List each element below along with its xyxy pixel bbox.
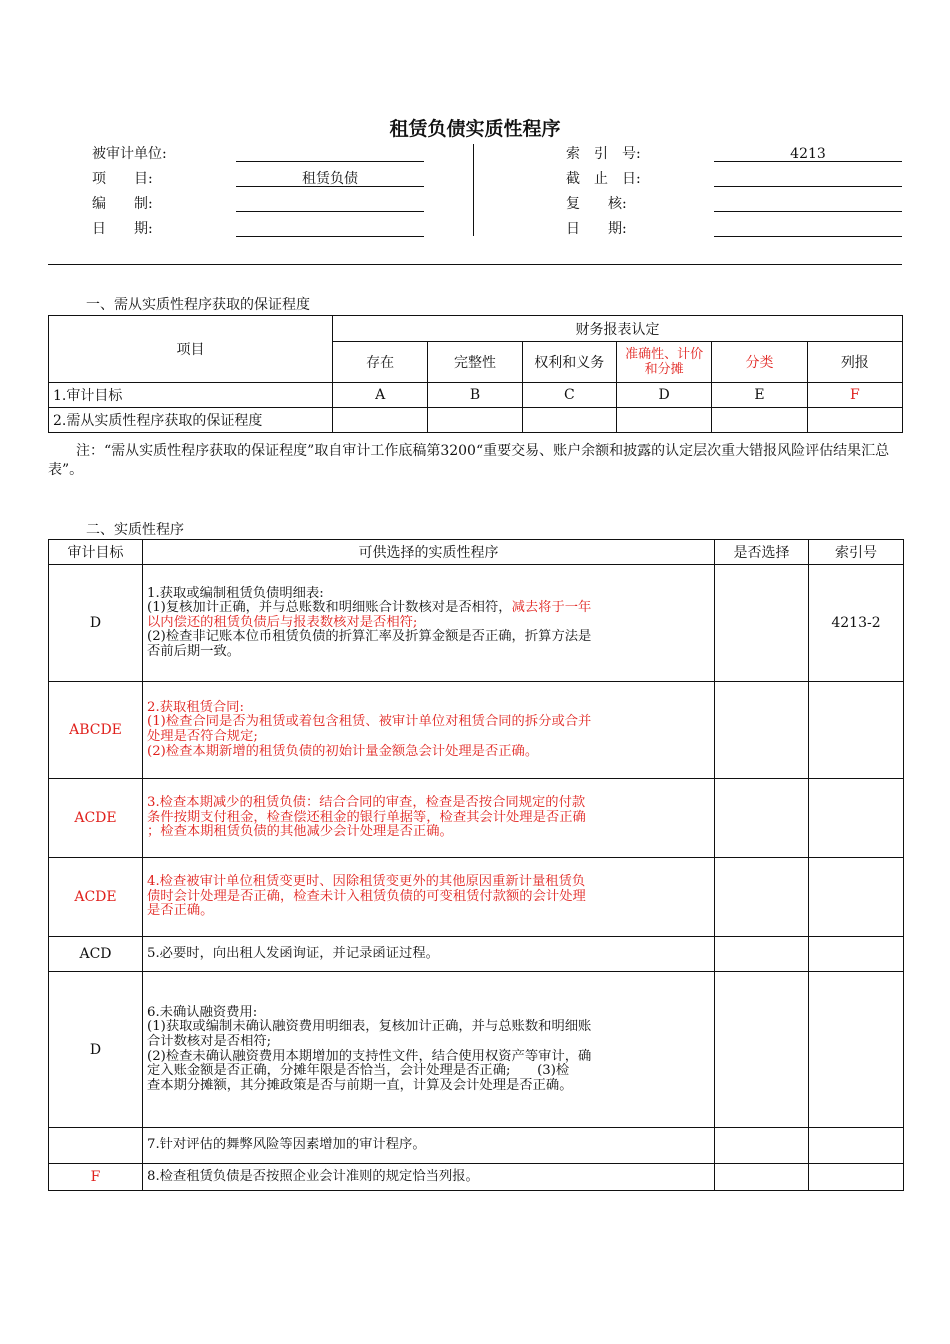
- reviewer-label: 复 核:: [566, 196, 627, 212]
- procedure-line: [147, 825, 710, 840]
- procedure-line: [147, 587, 710, 602]
- index-cell[interactable]: [809, 937, 904, 972]
- procedure-text: 7.针对评估的舞弊风险等因素增加的审计程序。: [147, 1137, 426, 1153]
- page-title: 租赁负债实质性程序: [389, 118, 561, 140]
- objective-cell: [49, 1128, 143, 1164]
- procedure-text: 是否正确。: [147, 903, 214, 919]
- procedure-cell: [143, 858, 715, 937]
- assertions-group-header: 财务报表认定: [332, 316, 902, 342]
- cutoff-field[interactable]: [714, 172, 902, 187]
- index-cell[interactable]: [809, 858, 904, 937]
- procedure-line: [147, 601, 710, 616]
- preparer-label: 编 制:: [92, 196, 153, 212]
- procedures-table: [48, 539, 904, 1191]
- procedure-cell: [143, 1128, 715, 1164]
- procedure-text: (2)检查非记账本位币租赁负债的折算汇率及折算金额是否正确，折算方法是: [147, 629, 592, 645]
- select-cell[interactable]: [715, 937, 809, 972]
- procedure-text: ；检查本期租赁负债的其他减少会计处理是否正确。: [147, 824, 453, 840]
- assurance-table: [48, 315, 903, 433]
- procedure-line: [147, 715, 710, 730]
- table-row: [49, 1164, 904, 1191]
- procedure-text: 条件按期支付租金，检查偿还租金的银行单据等，检查其会计处理是否正确: [147, 809, 586, 825]
- procedure-line: [147, 645, 710, 660]
- procedure-text: 定入账金额是否正确，分摊年限是否恰当，会计处理是否正确; (3)检: [147, 1063, 570, 1079]
- table-row: [49, 565, 904, 682]
- procedure-text: 查本期分摊额，其分摊政策是否与前期一直，计算及会计处理是否正确。: [147, 1077, 573, 1093]
- procedure-text: 处理是否符合规定;: [147, 729, 258, 744]
- row-label: 2.需从实质性程序获取的保证程度: [49, 408, 333, 433]
- table-row: [49, 408, 903, 433]
- objective-cell: ABCDE: [49, 682, 143, 779]
- procedure-text: (1)获取或编制未确认融资费用明细表，复核加计正确，并与总账数和明细账: [147, 1019, 592, 1035]
- item-field[interactable]: 租赁负债: [236, 172, 424, 187]
- procedure-line: [147, 1020, 710, 1035]
- objective-cell: C: [522, 383, 616, 408]
- index-cell[interactable]: [809, 972, 904, 1128]
- index-cell[interactable]: [809, 779, 904, 858]
- procedure-cell: [143, 779, 715, 858]
- assurance-cell[interactable]: [522, 408, 616, 433]
- select-cell[interactable]: [715, 682, 809, 779]
- procedure-line: [147, 730, 710, 745]
- procedure-line: [147, 890, 710, 905]
- assertion-header: 分类: [712, 342, 807, 383]
- table-row: [49, 779, 904, 858]
- procedure-line: [147, 1064, 710, 1079]
- table-row: [49, 1128, 904, 1164]
- procedure-header: 可供选择的实质性程序: [143, 540, 715, 565]
- procedure-text: (2)检查未确认融资费用本期增加的支持性文件，结合使用权资产等审计，确: [147, 1048, 592, 1064]
- objective-cell: ACDE: [49, 858, 143, 937]
- assurance-cell[interactable]: [807, 408, 902, 433]
- objective-cell: D: [616, 383, 711, 408]
- objective-cell: E: [712, 383, 807, 408]
- assurance-cell[interactable]: [428, 408, 522, 433]
- index-label: 索 引 号:: [566, 146, 641, 162]
- procedure-line: [147, 1138, 710, 1153]
- procedure-line: [147, 875, 710, 890]
- index-cell[interactable]: [809, 682, 904, 779]
- objective-cell: ACDE: [49, 779, 143, 858]
- procedure-text: 债时会计处理是否正确，检查未计入租赁负债的可变租赁付款额的会计处理: [147, 888, 586, 904]
- procedure-line: [147, 1079, 710, 1094]
- assurance-cell[interactable]: [712, 408, 807, 433]
- index-header: 索引号: [809, 540, 904, 565]
- auditee-field[interactable]: [236, 147, 424, 162]
- assertion-header: 完整性: [428, 342, 522, 383]
- procedure-line: [147, 796, 710, 811]
- table-row: [49, 858, 904, 937]
- procedure-line: [147, 1035, 710, 1050]
- objective-cell: B: [428, 383, 522, 408]
- assertion-header: 存在: [332, 342, 427, 383]
- select-cell[interactable]: [715, 972, 809, 1128]
- cutoff-label: 截 止 日:: [566, 171, 641, 187]
- table-row: [49, 972, 904, 1128]
- prep-date-label: 日 期:: [92, 221, 153, 237]
- procedure-text: 6.未确认融资费用:: [147, 1004, 258, 1020]
- review-date-label: 日 期:: [566, 221, 627, 237]
- objective-cell: F: [807, 383, 902, 408]
- select-cell[interactable]: [715, 779, 809, 858]
- select-header: 是否选择: [715, 540, 809, 565]
- procedure-text: (2)检查本期新增的租赁负债的初始计量金额急会计处理是否正确。: [147, 743, 539, 759]
- assertion-header: 权利和义务: [522, 342, 616, 383]
- objective-cell: A: [332, 383, 427, 408]
- procedure-text: 2.获取租赁合同:: [147, 699, 244, 715]
- header-divider: [473, 144, 474, 236]
- objective-cell: D: [49, 972, 143, 1128]
- assertion-header: 准确性、计价和分摊: [616, 342, 711, 383]
- procedure-text: 4.检查被审计单位租赁变更时、因除租赁变更外的其他原因重新计量租赁负: [147, 874, 586, 890]
- procedure-line: [147, 630, 710, 645]
- procedure-line: [147, 904, 710, 919]
- procedure-cell: [143, 682, 715, 779]
- procedure-text: 否前后期一致。: [147, 643, 241, 659]
- procedure-text: 3.检查本期减少的租赁负债：结合合同的审查，检查是否按合同规定的付款: [147, 795, 586, 811]
- reviewer-field[interactable]: [714, 197, 902, 212]
- prep-date-field[interactable]: [236, 222, 424, 237]
- procedure-cell: [143, 565, 715, 682]
- note-text: 注：“需从实质性程序获取的保证程度”取自审计工作底稿第3200“重要交易、账户余额和披露的认定层次重大错报风险评估结果汇总表”。: [48, 443, 890, 478]
- select-cell[interactable]: [715, 565, 809, 682]
- procedure-line: [147, 1170, 710, 1185]
- index-field[interactable]: 4213: [714, 147, 902, 162]
- objective-cell: F: [49, 1164, 143, 1191]
- objective-header: 审计目标: [49, 540, 143, 565]
- procedure-cell: [143, 972, 715, 1128]
- section2-heading: 二、实质性程序: [86, 522, 184, 538]
- select-cell[interactable]: [715, 1164, 809, 1191]
- assurance-cell[interactable]: [616, 408, 711, 433]
- assurance-cell[interactable]: [332, 408, 427, 433]
- procedure-text-highlight: 减去将于一年: [511, 600, 592, 616]
- procedure-line: [147, 1050, 710, 1065]
- procedure-cell: [143, 937, 715, 972]
- table-row: [49, 682, 904, 779]
- select-cell[interactable]: [715, 1128, 809, 1164]
- table-row: [49, 383, 903, 408]
- procedure-text: (1)复核加计正确，并与总账数和明细账合计数核对是否相符，: [147, 600, 512, 616]
- procedure-line: [147, 745, 710, 760]
- section1-heading: 一、需从实质性程序获取的保证程度: [86, 297, 310, 313]
- header-rule: [48, 264, 902, 265]
- review-date-field[interactable]: [714, 222, 902, 237]
- procedure-text: 8.检查租赁负债是否按照企业会计准则的规定恰当列报。: [147, 1168, 479, 1184]
- procedure-cell: [143, 1164, 715, 1191]
- procedure-text: 5.必要时，向出租人发函询证，并记录函证过程。: [147, 945, 439, 961]
- procedure-text: 以内偿还的租赁负债后与报表数核对是否相符;: [147, 614, 418, 630]
- objective-cell: D: [49, 565, 143, 682]
- procedure-text: 合计数核对是否相符;: [147, 1033, 272, 1049]
- preparer-field[interactable]: [236, 197, 424, 212]
- table-row: [49, 937, 904, 972]
- objective-cell: ACD: [49, 937, 143, 972]
- procedure-text: 1.获取或编制租赁负债明细表:: [147, 585, 324, 601]
- item-label: 项 目:: [92, 171, 153, 187]
- procedure-line: [147, 947, 710, 962]
- item-header: 项目: [49, 316, 333, 383]
- index-cell[interactable]: [809, 1164, 904, 1191]
- row-label: 1.审计目标: [49, 383, 333, 408]
- auditee-label: 被审计单位:: [92, 146, 167, 162]
- select-cell[interactable]: [715, 858, 809, 937]
- index-cell[interactable]: 4213-2: [809, 565, 904, 682]
- index-cell[interactable]: [809, 1128, 904, 1164]
- procedure-text: (1)检查合同是否为租赁或着包含租赁、被审计单位对租赁合同的拆分或合并: [147, 714, 592, 730]
- assertion-header: 列报: [807, 342, 902, 383]
